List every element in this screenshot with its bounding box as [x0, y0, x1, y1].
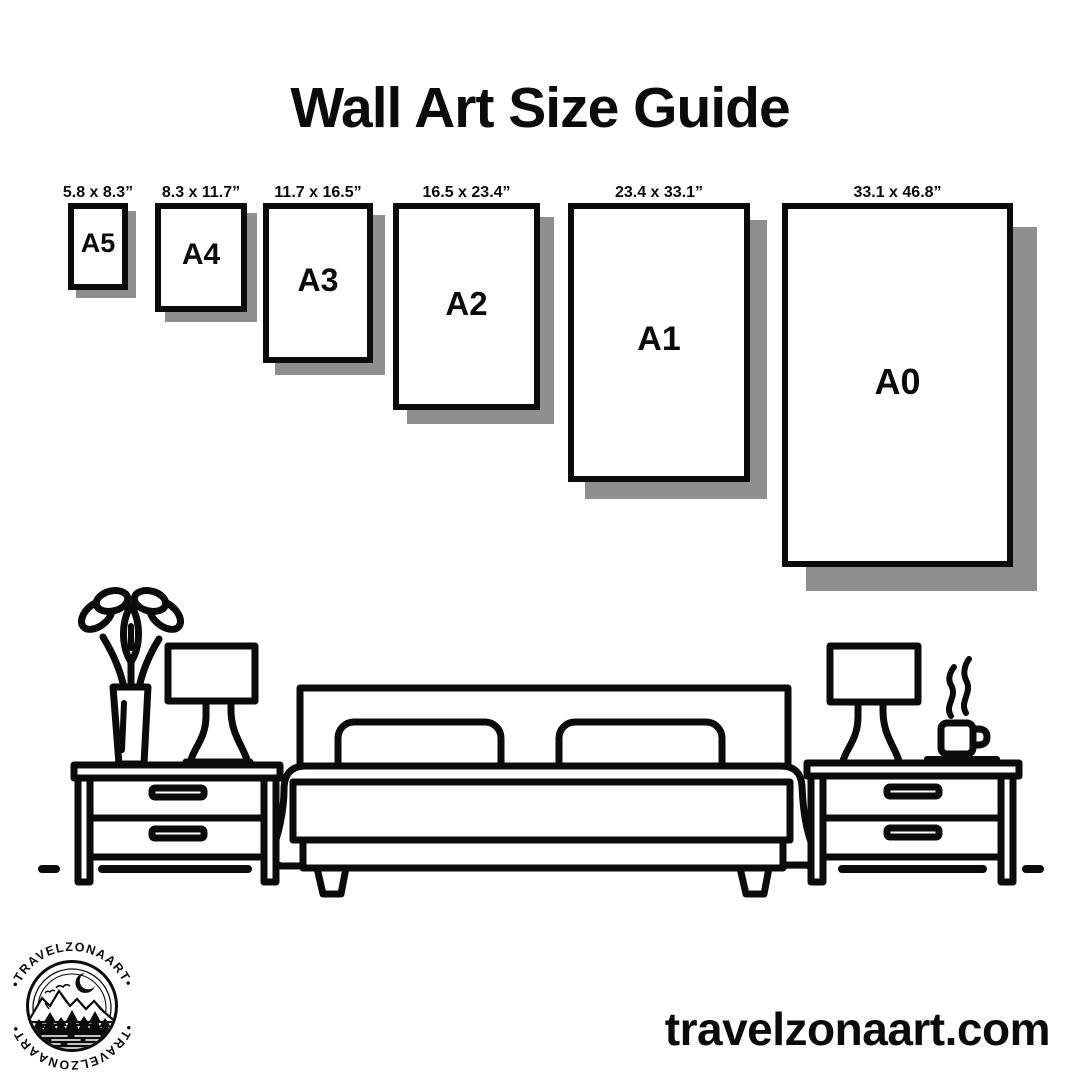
bed — [272, 688, 819, 894]
size-code: A5 — [80, 228, 116, 258]
steam — [964, 659, 969, 713]
size-dimensions-label: 33.1 x 46.8” — [853, 184, 942, 201]
lamp-shade — [168, 646, 255, 701]
size-dimensions-label: 5.8 x 8.3” — [62, 184, 134, 201]
drawer-handle — [887, 828, 939, 837]
size-box-a3 — [263, 184, 373, 363]
nightstand-top — [74, 765, 280, 778]
bed-leg-right — [740, 868, 769, 894]
lamp-stem — [883, 702, 899, 761]
lamp-shade — [830, 646, 918, 702]
bed-leg-left — [317, 868, 346, 894]
plant-stem — [103, 637, 124, 688]
bed-base — [303, 840, 783, 868]
size-dimensions-label: 23.4 x 33.1” — [614, 184, 704, 201]
size-code: A1 — [637, 320, 681, 358]
vase-accent — [122, 703, 124, 750]
size-box-a0 — [782, 184, 1013, 567]
drawer-handle — [887, 787, 939, 796]
size-dimensions-label: 11.7 x 16.5” — [274, 184, 362, 201]
drawer-handle — [152, 788, 204, 797]
brand-name-bottom: •TRAVELZONAART• — [8, 1022, 136, 1073]
lamp-stem — [231, 701, 247, 760]
size-box-a5 — [62, 184, 134, 290]
size-code: A0 — [874, 361, 921, 402]
brand-logo — [6, 936, 138, 1078]
nightstand-left — [74, 765, 280, 882]
lamp-stem — [191, 701, 206, 760]
website-url: travelzonaart.com — [664, 1003, 1050, 1055]
coffee-cup — [927, 659, 997, 759]
size-dimensions-label: 8.3 x 11.7” — [161, 184, 241, 201]
size-box-a2 — [393, 184, 540, 410]
size-code: A4 — [181, 237, 221, 271]
plant-stem — [139, 639, 159, 688]
size-code: A2 — [445, 284, 488, 322]
cup-body — [941, 723, 973, 754]
lamp-right — [830, 646, 918, 763]
drawer-handle — [152, 829, 204, 838]
lamp-stem — [843, 702, 858, 761]
vase — [113, 687, 148, 764]
bedroom-illustration — [0, 580, 1080, 910]
size-dimensions-label: 16.5 x 23.4” — [422, 184, 511, 201]
steam — [949, 667, 954, 716]
size-code: A3 — [297, 261, 339, 298]
size-box-a4 — [155, 184, 247, 312]
size-box-a1 — [568, 184, 750, 482]
page-title: Wall Art Size Guide — [290, 76, 790, 141]
brand-name-top: •TRAVELZONAART• — [8, 939, 136, 990]
lamp-left — [168, 646, 255, 762]
nightstand-right — [807, 763, 1019, 882]
mattress-band — [293, 782, 790, 840]
